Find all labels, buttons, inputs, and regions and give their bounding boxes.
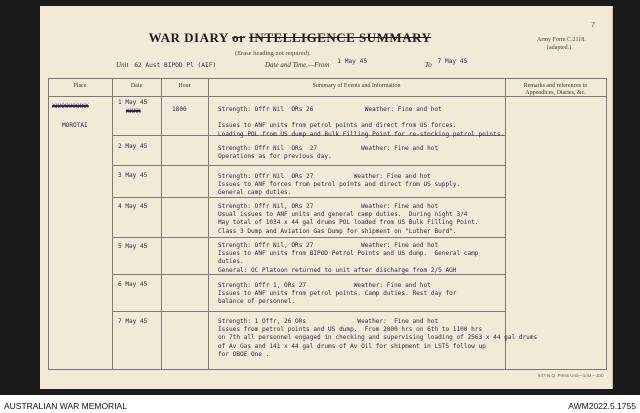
rule-left	[48, 78, 49, 370]
rule-date-hour	[161, 78, 162, 370]
credit-left: AUSTRALIAN WAR MEMORIAL	[4, 401, 127, 411]
col-remarks-line2: Appendices, Diaries, &c.	[525, 90, 586, 96]
army-form-adapted: (adapted.)	[547, 45, 572, 51]
unit-value: 62 Aust BIPOD Pl (AIF)	[134, 62, 217, 69]
army-form-label	[537, 36, 617, 52]
date-crossed-out: XXXX	[126, 108, 141, 115]
to-label: To	[425, 61, 432, 69]
entry-date: 1 May 45	[118, 99, 148, 106]
title-struck: INTELLIGENCE SUMMARY	[248, 30, 432, 45]
date-time-label: Date and Time.—From	[265, 61, 330, 69]
entry-rule	[112, 311, 505, 312]
printer-note: 947-N.Q. Press Unit—1/44—100	[538, 373, 604, 378]
unit-label: Unit	[116, 61, 129, 69]
entry-date: 4 May 45	[118, 203, 148, 210]
entry-summary: Strength: Offr Nil ORs 26 Weather: Fine and hot Issues to ANF units from petrol points and direct from US forces. Loading POL from US dump and Bulk Filling Point for re-stocking petrol points.	[218, 106, 505, 138]
rule-hour-summary	[208, 78, 209, 370]
place-crossed-out: XXXXXXXXXX	[52, 103, 89, 110]
entry-summary: Strength: Offr Nil, ORs 27 Weather: Fine and hot Usual issues to ANF units and general camp duties. During night 3/4 May total of 1034 x 44 gal drums POL loaded from US Bulk Filling Point. Class 3 Dump and Aviation Gas Dump for shipment on "Luther Burd".	[218, 203, 479, 235]
col-date-header: Date	[130, 83, 143, 89]
place-morotai: MOROTAI	[62, 122, 88, 129]
col-hour-header: Hour	[178, 83, 191, 89]
col-summary-header: Summary of Events and Information	[312, 83, 401, 89]
army-form-number: Army Form C.2118.	[537, 37, 586, 43]
entry-rule	[112, 237, 505, 238]
page-number: 7	[591, 22, 595, 29]
entry-date: 2 May 45	[118, 143, 148, 150]
date-range-field	[265, 58, 368, 69]
entry-rule	[112, 165, 505, 166]
entry-summary: Strength: Offr Nil ORs 27 Weather: Fine and hot Issues to ANF forces from petrol points and direct from US supply. General camp duties.	[218, 173, 461, 197]
title-main: WAR DIARY	[148, 30, 229, 45]
col-remarks-header	[505, 83, 606, 97]
entry-summary: Strength: Offr Nil, ORs 27 Weather: Fine and hot Issues to ANF units from BIPOD Petrol Points and US dump. General camp duties. General: OC Platoon returned to unit after discharge from 2/5 AGH	[218, 242, 479, 274]
col-place-header: Place	[73, 83, 87, 89]
to-value: 7 May 45	[437, 58, 468, 65]
entry-date: 6 May 45	[118, 281, 148, 288]
title-note: (Erase heading not required).	[235, 50, 311, 57]
from-value: 1 May 45	[337, 58, 368, 65]
to-field	[425, 58, 468, 69]
title-or: or	[232, 30, 246, 45]
entry-date: 7 May 45	[118, 318, 148, 325]
entry-summary: Strength: 1 Offr, 26 ORs Weather: Fine and hot Issues from petrol points and US dump. From 2000 hrs on 6th to 1100 hrs on 7th all personnel engaged in checking and supervising loading of 2563 x 44 gal drums of Av Gas and 141 x 44 gal drums of Av Oil for shipment in LSTS follow up for OBOE One .	[218, 318, 538, 358]
col-remarks-line1: Remarks and references to	[523, 83, 588, 89]
form-title	[130, 30, 450, 46]
unit-field	[116, 61, 216, 69]
rule-place-date	[112, 78, 113, 370]
entry-hour: 1800	[172, 106, 187, 113]
entry-summary: Strength: Offr Nil ORs 27 Weather: Fine and hot Operations as for previous day.	[218, 145, 439, 161]
entry-summary: Strength: Offr 1, ORs 27 Weather: Fine and hot Issues to ANF units from petrol points. Camp duties. Rest day for balance of personnel.	[218, 282, 457, 306]
credit-right: AWM2022.5.1755	[568, 401, 636, 411]
entry-date: 5 May 45	[118, 243, 148, 250]
entry-date: 3 May 45	[118, 172, 148, 179]
rule-right	[606, 78, 607, 370]
